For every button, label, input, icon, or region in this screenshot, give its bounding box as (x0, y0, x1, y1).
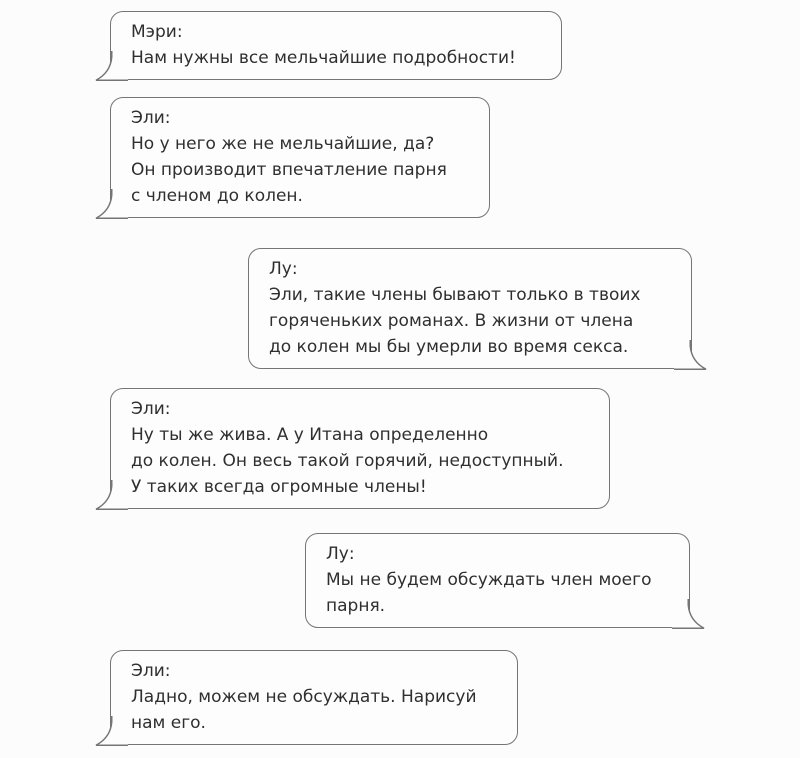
message-bubble (110, 11, 562, 80)
message-line: Но у него же не мельчайшие, да? (131, 134, 435, 154)
bubble-tail-icon (94, 716, 128, 746)
message-line: Ну ты же жива. А у Итана определенно (131, 425, 489, 445)
bubble-tail-icon (94, 189, 128, 219)
message-bubble (248, 248, 692, 369)
message-line: нам его. (131, 713, 206, 733)
bubble-tail-icon (672, 599, 706, 629)
message-bubble (305, 533, 690, 628)
speaker-name: Эли: (131, 661, 171, 681)
message-line: Ладно, можем не обсуждать. Нарисуй (131, 687, 477, 707)
message-line: парня. (326, 596, 386, 616)
message-line: Мы не будем обсуждать член моего (326, 570, 652, 590)
message-line: горяченьких романах. В жизни от члена (269, 311, 634, 331)
bubble-tail-icon (674, 340, 708, 370)
message-line: Нам нужны все мельчайшие подробности! (131, 48, 516, 68)
speaker-name: Лу: (269, 259, 298, 279)
message-line: с членом до колен. (131, 186, 303, 206)
speaker-name: Мэри: (131, 22, 183, 42)
message-bubble (110, 388, 610, 509)
message-line: Он производит впечатление парня (131, 160, 447, 180)
message-line: Эли, такие члены бывают только в твоих (269, 285, 641, 305)
message-line: до колен. Он весь такой горячий, недоступный. (131, 451, 564, 471)
bubble-tail-icon (94, 480, 128, 510)
speaker-name: Лу: (326, 544, 355, 564)
message-line: У таких всегда огромные члены! (131, 477, 427, 497)
message-bubble (110, 650, 518, 745)
message-bubble (110, 97, 490, 218)
message-line: до колен мы бы умерли во время секса. (269, 337, 629, 357)
bubble-tail-icon (94, 51, 128, 81)
speaker-name: Эли: (131, 399, 171, 419)
speaker-name: Эли: (131, 108, 171, 128)
